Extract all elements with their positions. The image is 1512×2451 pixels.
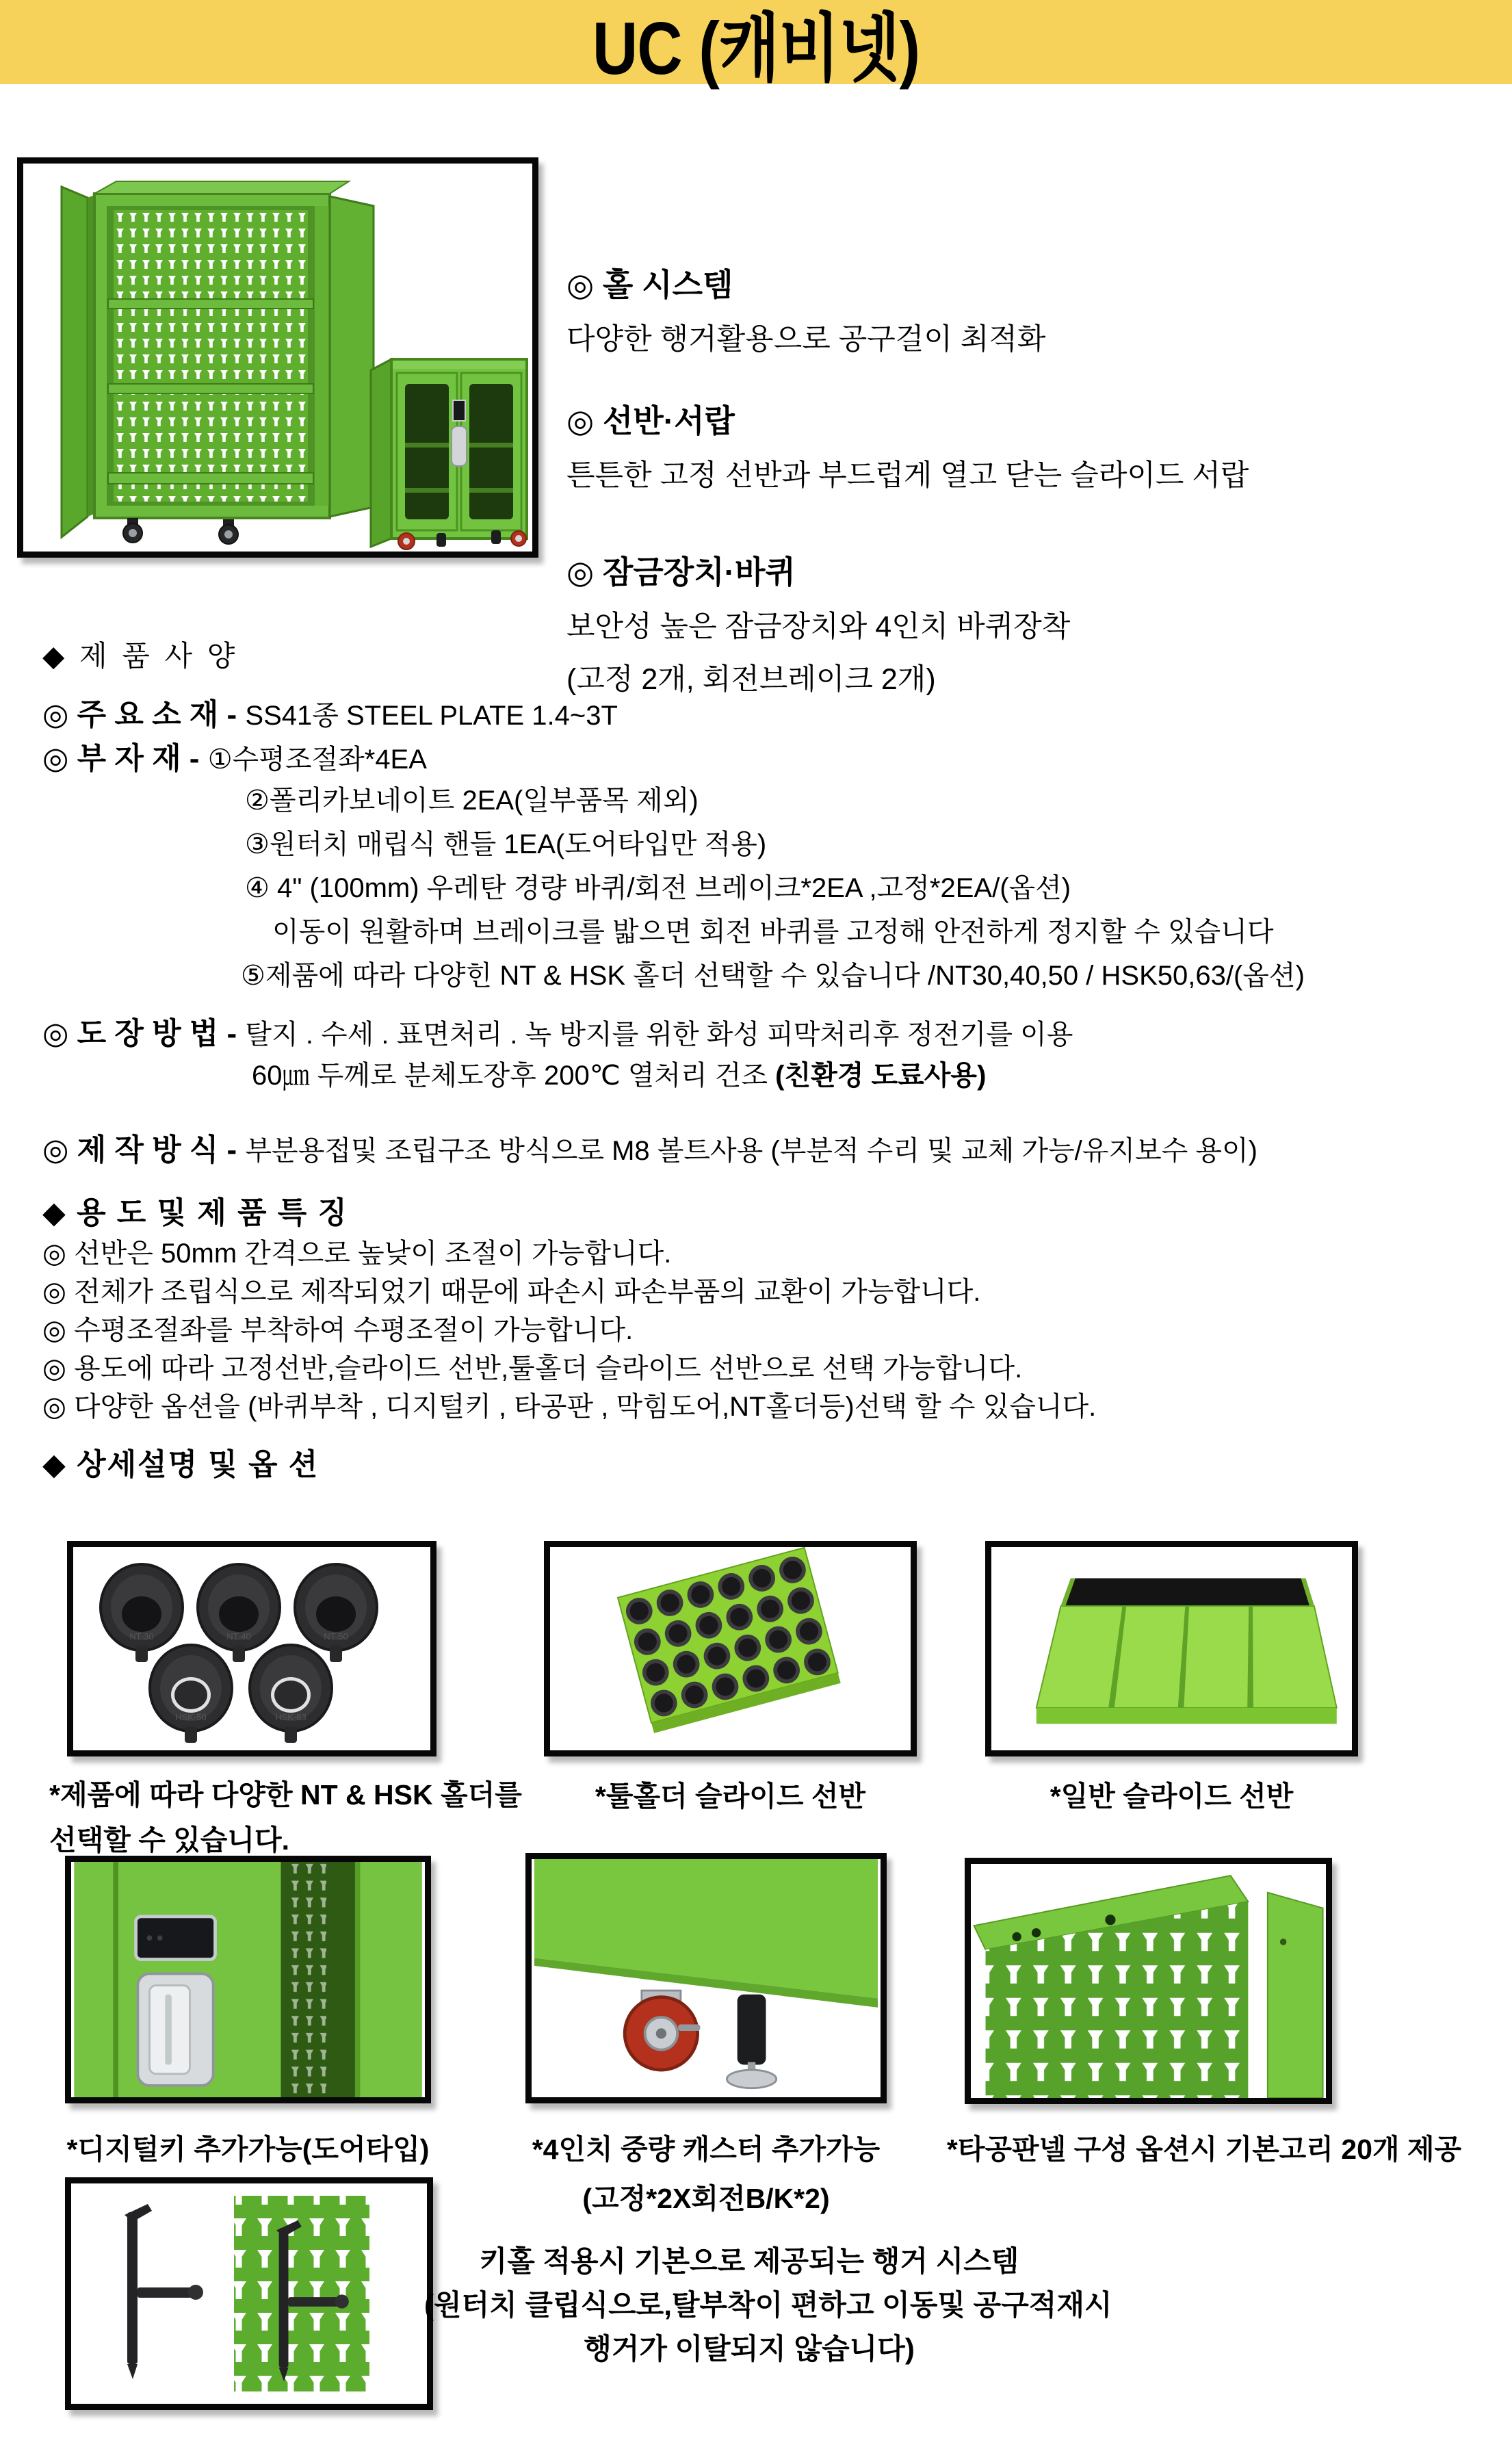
usage-item-5: ◎ 다양한 옵션을 (바퀴부착 , 디지털키 , 타공판 , 막힘도어,NT홀더등)선택 할 수 있습니다. (42, 1392, 1097, 1422)
hanger-text-line2: (원터치 클립식으로,탈부착이 편하고 이동및 공구적재시 (424, 2289, 1112, 2321)
feature-lock-wheel-text2: (고정 2개, 회전브레이크 2개) (566, 663, 936, 696)
spec-coating-label: ◎ 도 장 방 법 - (42, 1017, 246, 1050)
caption-digital-key: *디지털키 추가가능(도어타입) (66, 2134, 430, 2165)
spec-build-text: 부분용접및 조립구조 방식으로 M8 볼트사용 (부분적 수리 및 교체 가능/유지보수 용이) (245, 1136, 1257, 1166)
svg-text:NT-50: NT-50 (324, 1631, 348, 1642)
spec-parts-label: ◎ 부 자 재 - (42, 742, 208, 775)
caption-toolholder-shelf: *툴홀더 슬라이드 선반 (595, 1780, 866, 1812)
spec-build-label: ◎ 제 작 방 식 - (42, 1133, 246, 1167)
hanger-text-line3: 행거가 이탈되지 않습니다) (584, 2333, 915, 2365)
svg-text:HSK-50: HSK-50 (175, 1712, 207, 1722)
spec-material-label: ◎ 주 요 소 재 - (42, 698, 246, 731)
option-image-digital-key (65, 1856, 431, 2103)
spec-material-line (42, 690, 618, 734)
usage-item-1: ◎ 선반은 50mm 간격으로 높낮이 조절이 가능합니다. (42, 1239, 672, 1269)
usage-item-2: ◎ 전체가 조립식으로 제작되었기 때문에 파손시 파손부품의 교환이 가능합니다. (42, 1277, 981, 1307)
nt-hsk-holders-illustration (73, 1547, 430, 1750)
green-cabinets-illustration (23, 164, 532, 552)
spec-coating-line2-text: 60㎛ 두께로 분체도장후 200℃ 열처리 건조 (252, 1061, 776, 1091)
caption-general-shelf: *일반 슬라이드 선반 (1050, 1780, 1294, 1812)
usage-item-4: ◎ 용도에 따라 고정선반,슬라이드 선반,툴홀더 슬라이드 선반으로 선택 가능합니다. (42, 1353, 1023, 1384)
hero-product-image (17, 157, 538, 558)
caption-caster-line1: *4인치 중량 캐스터 추가가능 (532, 2134, 881, 2165)
spec-parts-item-3: ③원터치 매립식 핸들 1EA(도어타입만 적용) (245, 829, 767, 859)
title-banner (0, 0, 1512, 90)
hanger-text-line1: 키홀 적용시 기본으로 제공되는 행거 시스템 (479, 2245, 1019, 2277)
spec-parts-item-4-note: 이동이 원활하며 브레이크를 밟으면 회전 바퀴를 고정해 안전하게 정지할 수 있습니다 (272, 917, 1274, 947)
hanger-system-illustration (71, 2183, 427, 2404)
spec-parts-line (42, 734, 427, 777)
option-image-toolholder-shelf (544, 1541, 917, 1756)
caster-illustration (532, 1859, 881, 2097)
feature-hole-system-text: 다양한 행거활용으로 공구걸이 최적화 (566, 323, 1046, 356)
option-image-caster (525, 1853, 887, 2103)
feature-hole-system-heading: ◎ 홀 시스템 (566, 267, 733, 302)
spec-coating-line2 (252, 1054, 986, 1093)
spec-parts-item-2: ②폴리카보네이트 2EA(일부품목 제외) (245, 786, 699, 816)
feature-shelf-drawer-heading: ◎ 선반·서랍 (566, 403, 735, 439)
svg-text:HSK-63: HSK-63 (275, 1712, 307, 1722)
feature-shelf-drawer-text: 튼튼한 고정 선반과 부드럽게 열고 닫는 슬라이드 서랍 (566, 459, 1249, 492)
toolholder-shelf-illustration (550, 1547, 911, 1750)
section-title-product-spec: ◆ 제 품 사 양 (42, 640, 239, 672)
spec-coating-line2-bold: (친환경 도료사용) (775, 1061, 987, 1091)
usage-item-3: ◎ 수평조절좌를 부착하여 수평조절이 가능합니다. (42, 1315, 634, 1345)
pegboard-panel-illustration (971, 1864, 1326, 2098)
caption-holders-line2: 선택할 수 있습니다. (49, 1824, 290, 1856)
section-title-usage-features: ◆ 용 도 및 제 품 특 징 (42, 1196, 348, 1230)
hanger-system-image (65, 2177, 433, 2410)
caption-pegboard: *타공판넬 구성 옵션시 기본고리 20개 제공 (946, 2134, 1462, 2165)
option-image-nt-hsk-holders (67, 1541, 436, 1756)
option-image-pegboard-panel (965, 1858, 1332, 2104)
hero-feature-list (566, 260, 1511, 698)
spec-parts-item-4: ④ 4" (100mm) 우레탄 경량 바퀴/회전 브레이크*2EA ,고정*2EA/(옵션) (245, 873, 1071, 903)
general-shelf-illustration (991, 1547, 1352, 1750)
spec-parts-item-5: ⑤제품에 따라 다양힌 NT & HSK 홀더 선택할 수 있습니다 /NT30,40,50 / HSK50,63/(옵션) (241, 961, 1305, 991)
page-title: UC (캐비넷) (592, 7, 920, 90)
svg-text:NT-40: NT-40 (226, 1631, 251, 1642)
spec-coating-line (42, 1009, 1073, 1052)
feature-lock-wheel-heading: ◎ 잠금장치·바퀴 (566, 554, 796, 590)
section-title-options: ◆ 상세설명 및 옵 션 (42, 1448, 320, 1481)
caption-holders-line1: *제품에 따라 다양한 NT & HSK 홀더를 (49, 1779, 522, 1811)
digital-key-illustration (71, 1862, 425, 2097)
spec-material-text: SS41종 STEEL PLATE 1.4~3T (245, 701, 618, 731)
option-image-general-shelf (985, 1541, 1358, 1756)
spec-coating-text: 탈지 . 수세 . 표면처리 . 녹 방지를 위한 화성 피막처리후 정전기를 이용 (245, 1020, 1073, 1050)
spec-parts-text: ①수평조절좌*4EA (207, 744, 427, 775)
svg-text:NT-30: NT-30 (129, 1631, 154, 1642)
spec-build-line (42, 1125, 1257, 1169)
feature-lock-wheel-text1: 보안성 높은 잠금장치와 4인치 바퀴장착 (566, 610, 1071, 643)
caption-caster-line2: (고정*2X회전B/K*2) (582, 2183, 830, 2214)
